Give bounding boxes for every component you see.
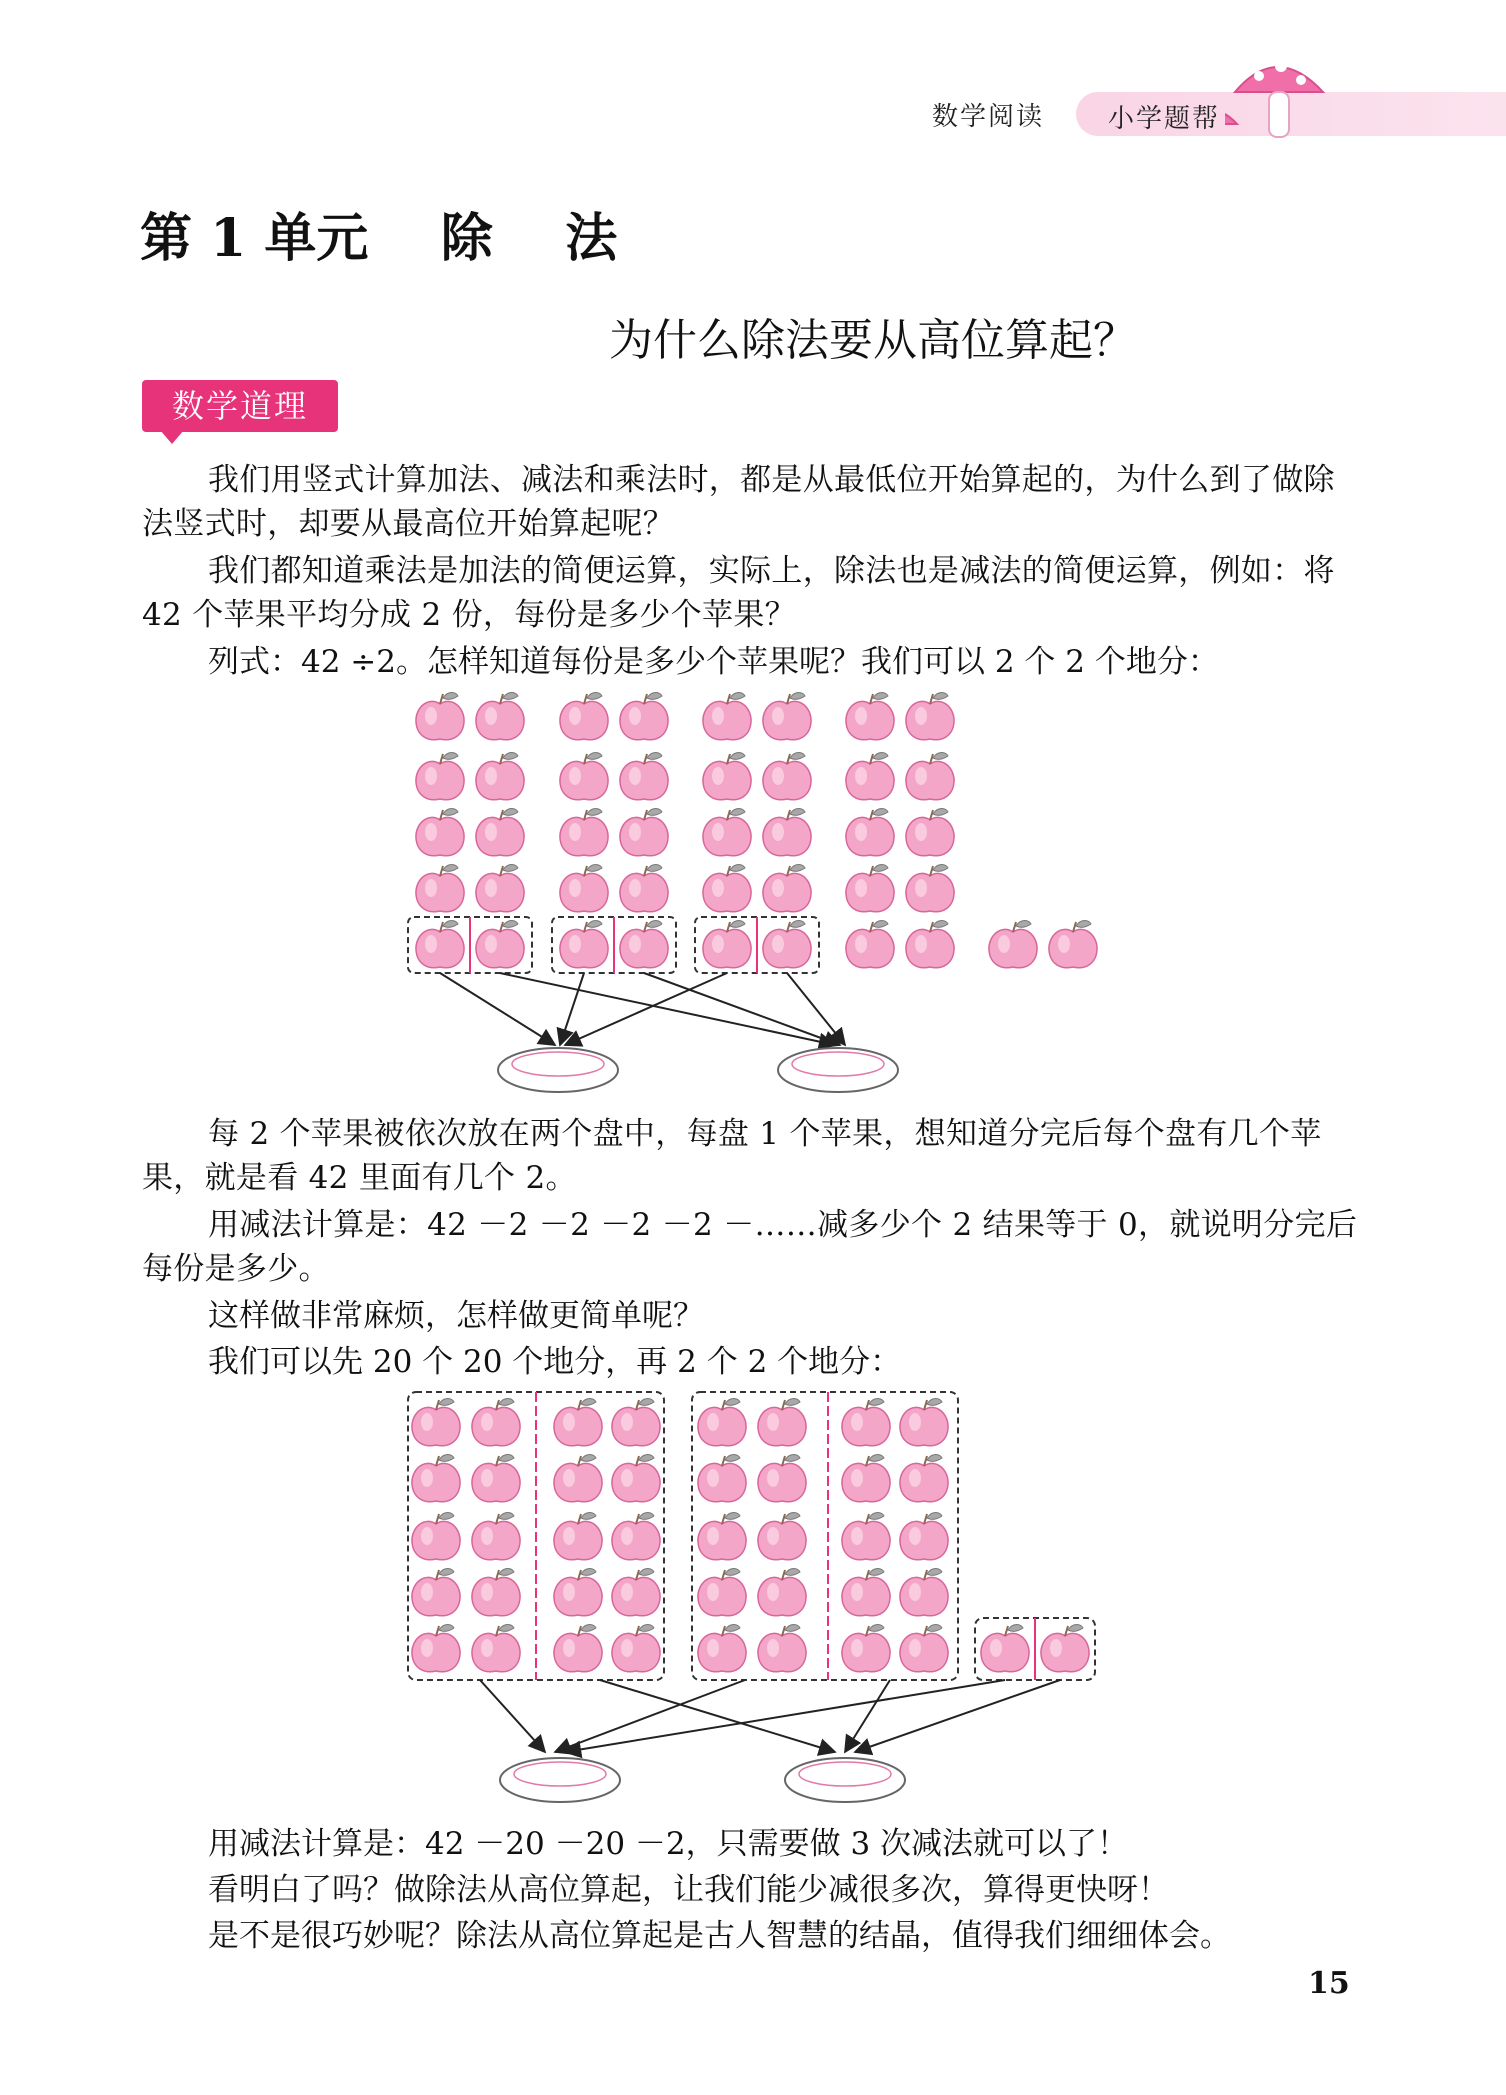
apple-icon xyxy=(612,1455,660,1502)
figure-1-pair-boxes xyxy=(408,917,819,973)
apple-icon xyxy=(416,753,464,800)
article-title: 为什么除法要从高位算起？ xyxy=(609,315,1137,366)
apple-icon xyxy=(620,693,668,740)
apple-icon xyxy=(900,1625,948,1672)
apple-icon xyxy=(476,693,524,740)
apple-icon xyxy=(758,1399,806,1446)
apple-icon xyxy=(560,753,608,800)
apple-icon xyxy=(900,1569,948,1616)
apple-icon xyxy=(412,1455,460,1502)
apple-icon xyxy=(412,1569,460,1616)
apple-icon xyxy=(416,865,464,912)
figure-1-plates xyxy=(498,1048,898,1092)
apple-icon xyxy=(758,1455,806,1502)
apple-icon xyxy=(476,753,524,800)
apple-icon xyxy=(846,865,894,912)
apple-icon xyxy=(554,1399,602,1446)
mushroom-icon xyxy=(1225,52,1345,147)
apple-icon xyxy=(906,865,954,912)
apple-icon xyxy=(472,1569,520,1616)
apple-icon xyxy=(900,1513,948,1560)
apple-icon xyxy=(758,1569,806,1616)
header-book-label: 小学题帮 xyxy=(1108,104,1221,134)
apple-icon xyxy=(472,1625,520,1672)
figure-2-apple-grid xyxy=(412,1399,1089,1672)
apple-icon xyxy=(763,921,811,968)
apple-icon xyxy=(560,693,608,740)
figure-2-plates xyxy=(500,1758,905,1802)
apple-icon xyxy=(981,1625,1029,1672)
apple-icon xyxy=(906,753,954,800)
apple-icon xyxy=(612,1513,660,1560)
paragraph-9: 看明白了吗？做除法从高位算起，让我们能少减很多次，算得更快呀！ xyxy=(208,1872,1169,1908)
apple-icon xyxy=(846,809,894,856)
apple-icon xyxy=(900,1455,948,1502)
apple-icon xyxy=(1041,1625,1089,1672)
apple-icon xyxy=(763,809,811,856)
apple-icon xyxy=(560,921,608,968)
apple-icon xyxy=(703,809,751,856)
apple-icon xyxy=(560,865,608,912)
apple-icon xyxy=(476,921,524,968)
apple-icon xyxy=(416,809,464,856)
paragraph-7: 我们可以先 20 个 20 个地分，再 2 个 2 个地分： xyxy=(208,1344,902,1380)
apple-icon xyxy=(612,1569,660,1616)
apple-icon xyxy=(554,1455,602,1502)
apple-icon xyxy=(842,1399,890,1446)
apple-icon xyxy=(763,865,811,912)
section-tag-tail xyxy=(160,430,184,444)
apple-icon xyxy=(416,693,464,740)
apple-icon xyxy=(763,753,811,800)
figure-1-apples-in-pairs xyxy=(0,680,1506,1110)
apple-icon xyxy=(412,1399,460,1446)
apple-icon xyxy=(703,865,751,912)
apple-icon xyxy=(989,921,1037,968)
apple-icon xyxy=(554,1513,602,1560)
page-number: 15 xyxy=(1308,1966,1350,2001)
apple-icon xyxy=(763,693,811,740)
apple-icon xyxy=(476,865,524,912)
apple-icon xyxy=(703,693,751,740)
paragraph-10: 是不是很巧妙呢？除法从高位算起是古人智慧的结晶，值得我们细细体会。 xyxy=(208,1918,1231,1954)
paragraph-8: 用减法计算是：42 －20 －20 －2，只需要做 3 次减法就可以了！ xyxy=(208,1826,1129,1862)
apple-icon xyxy=(906,809,954,856)
apple-icon xyxy=(698,1455,746,1502)
apple-icon xyxy=(560,809,608,856)
apple-icon xyxy=(612,1625,660,1672)
apple-icon xyxy=(758,1513,806,1560)
section-tag: 数学道理 xyxy=(142,380,338,432)
apple-icon xyxy=(476,809,524,856)
apple-icon xyxy=(620,753,668,800)
apple-icon xyxy=(846,921,894,968)
apple-icon xyxy=(906,693,954,740)
header-section-label: 数学阅读 xyxy=(932,102,1045,132)
paragraph-5: 用减法计算是：42 －2 －2 －2 －2 －……减多少个 2 结果等于 0，就说明分完后每份是多少。 xyxy=(142,1207,1358,1287)
apple-icon xyxy=(554,1625,602,1672)
apple-icon xyxy=(698,1513,746,1560)
apple-icon xyxy=(842,1625,890,1672)
unit-title: 第 1 单元 除 法 xyxy=(140,208,618,269)
apple-icon xyxy=(842,1569,890,1616)
apple-icon xyxy=(472,1513,520,1560)
figure-2-arrows xyxy=(480,1680,1060,1752)
apple-icon xyxy=(412,1513,460,1560)
apple-icon xyxy=(472,1455,520,1502)
apple-icon xyxy=(620,921,668,968)
apple-icon xyxy=(612,1399,660,1446)
apple-icon xyxy=(620,865,668,912)
apple-icon xyxy=(472,1399,520,1446)
apple-icon xyxy=(842,1513,890,1560)
apple-icon xyxy=(620,809,668,856)
apple-icon xyxy=(698,1625,746,1672)
figure-2-apples-in-twenties xyxy=(0,1380,1506,1820)
paragraph-1: 我们用竖式计算加法、减法和乘法时，都是从最低位开始算起的，为什么到了做除法竖式时，却要从最高位开始算起呢？ xyxy=(142,462,1335,542)
apple-icon xyxy=(1049,921,1097,968)
apple-icon xyxy=(554,1569,602,1616)
apple-icon xyxy=(846,753,894,800)
figure-1-arrows xyxy=(440,973,845,1045)
apple-icon xyxy=(703,921,751,968)
paragraph-6: 这样做非常麻烦，怎样做更简单呢？ xyxy=(208,1298,704,1334)
apple-icon xyxy=(412,1625,460,1672)
apple-icon xyxy=(906,921,954,968)
paragraph-2: 我们都知道乘法是加法的简便运算，实际上，除法也是减法的简便运算，例如：将 42 个苹果平均分成 2 份，每份是多少个苹果？ xyxy=(142,553,1335,633)
paragraph-4: 每 2 个苹果被依次放在两个盘中，每盘 1 个苹果，想知道分完后每个盘有几个苹果，就是看 42 里面有几个 2。 xyxy=(142,1116,1322,1196)
apple-icon xyxy=(758,1625,806,1672)
paragraph-3: 列式：42 ÷2。怎样知道每份是多少个苹果呢？我们可以 2 个 2 个地分： xyxy=(208,644,1219,680)
apple-icon xyxy=(416,921,464,968)
apple-icon xyxy=(842,1455,890,1502)
apple-icon xyxy=(846,693,894,740)
apple-icon xyxy=(900,1399,948,1446)
apple-icon xyxy=(698,1399,746,1446)
apple-icon xyxy=(698,1569,746,1616)
apple-icon xyxy=(703,753,751,800)
